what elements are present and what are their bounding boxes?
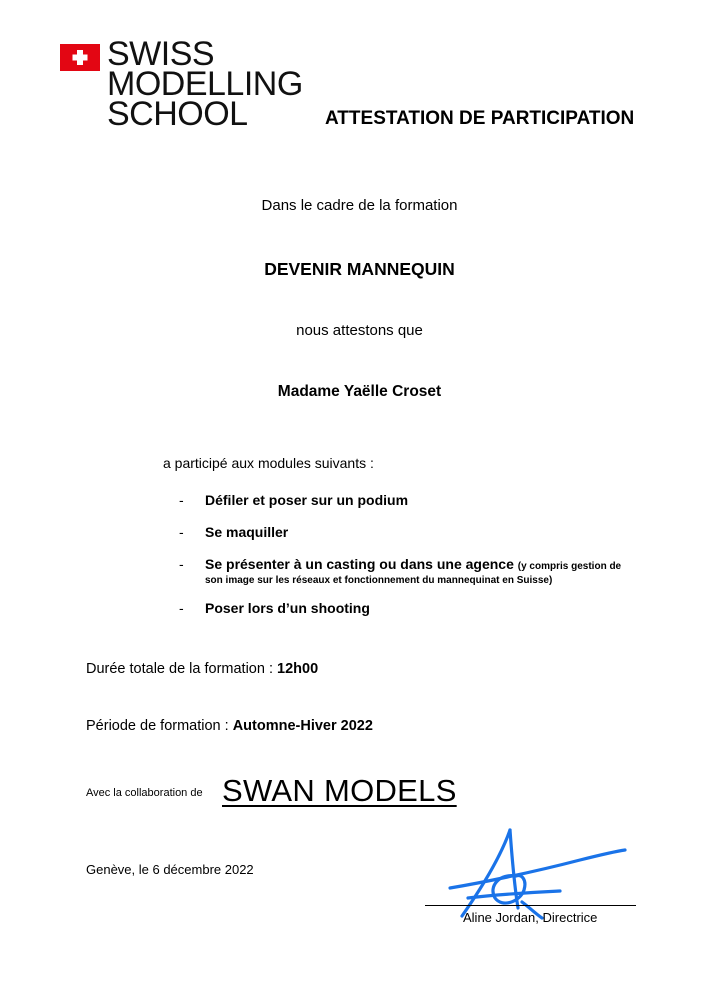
logo-line-1: SWISS	[107, 35, 215, 73]
partner-name: SWAN MODELS	[222, 773, 457, 808]
bullet: -	[179, 600, 184, 616]
signature-image	[440, 828, 635, 923]
signatory-name: Aline Jordan, Directrice	[463, 910, 598, 925]
participant-name: Madame Yaëlle Croset	[277, 383, 442, 400]
duration-line	[86, 661, 318, 677]
course-name: DEVENIR MANNEQUIN	[264, 259, 455, 279]
module-item-2: Se maquiller	[205, 524, 289, 540]
collaboration-label: Avec la collaboration de	[86, 787, 203, 799]
module-item-4: Poser lors d’un shooting	[205, 600, 370, 616]
period-value: Automne-Hiver 2022	[232, 718, 373, 734]
module-item-1: Défiler et poser sur un podium	[205, 492, 409, 508]
logo-line-3: SCHOOL	[107, 95, 248, 133]
place-date: Genève, le 6 décembre 2022	[86, 862, 254, 877]
intro-text: Dans le cadre de la formation	[261, 197, 458, 214]
logo-line-2: MODELLING	[107, 65, 303, 103]
modules-intro: a participé aux modules suivants :	[163, 455, 374, 471]
bullet: -	[179, 524, 184, 540]
module-note: (y compris gestion de	[517, 561, 622, 572]
signature-line	[425, 905, 636, 906]
period-line	[86, 718, 373, 734]
module-note-continued: son image sur les réseaux et fonctionnement du mannequinat en Suisse)	[205, 575, 553, 586]
duration-value: 12h00	[277, 661, 319, 677]
module-title: Se présenter à un casting ou dans une agence	[205, 556, 514, 572]
duration-label: Durée totale de la formation :	[86, 661, 278, 677]
swiss-flag-icon	[60, 44, 100, 71]
bullet: -	[179, 556, 184, 572]
document-title: ATTESTATION DE PARTICIPATION	[325, 108, 635, 129]
attest-text: nous attestons que	[296, 322, 423, 339]
module-item-3	[205, 556, 621, 572]
bullet: -	[179, 492, 184, 508]
period-label: Période de formation :	[86, 718, 233, 734]
